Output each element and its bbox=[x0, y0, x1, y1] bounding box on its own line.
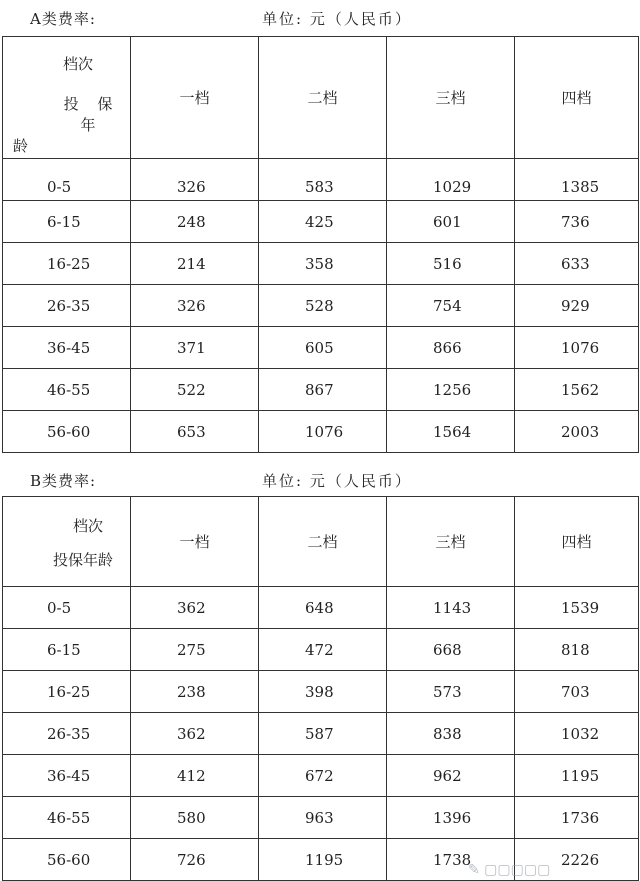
value-cell: 818 bbox=[515, 629, 639, 671]
value-cell: 1564 bbox=[387, 411, 515, 453]
value-cell: 1385 bbox=[515, 159, 639, 201]
value-cell: 326 bbox=[131, 285, 259, 327]
age-cell: 56-60 bbox=[3, 839, 131, 881]
value-cell: 653 bbox=[131, 411, 259, 453]
table-row bbox=[3, 327, 639, 369]
age-cell: 0-5 bbox=[3, 587, 131, 629]
value-cell: 672 bbox=[259, 755, 387, 797]
age-cell: 26-35 bbox=[3, 285, 131, 327]
age-cell: 6-15 bbox=[3, 201, 131, 243]
table-row bbox=[3, 587, 639, 629]
table-row bbox=[3, 671, 639, 713]
value-cell: 601 bbox=[387, 201, 515, 243]
age-cell: 36-45 bbox=[3, 755, 131, 797]
column-header-tier-4: 四档 bbox=[515, 37, 639, 159]
value-cell: 1396 bbox=[387, 797, 515, 839]
value-cell: 1029 bbox=[387, 159, 515, 201]
table-a-title: A类费率: bbox=[30, 10, 96, 28]
value-cell: 1256 bbox=[387, 369, 515, 411]
value-cell: 1076 bbox=[515, 327, 639, 369]
age-cell: 46-55 bbox=[3, 369, 131, 411]
corner-label-tier: 档次 bbox=[73, 517, 104, 535]
value-cell: 516 bbox=[387, 243, 515, 285]
corner-header-cell bbox=[3, 37, 131, 159]
value-cell: 1738 bbox=[387, 839, 515, 881]
value-cell: 425 bbox=[259, 201, 387, 243]
value-cell: 1143 bbox=[387, 587, 515, 629]
value-cell: 472 bbox=[259, 629, 387, 671]
table-row bbox=[3, 243, 639, 285]
table-row bbox=[3, 797, 639, 839]
value-cell: 726 bbox=[131, 839, 259, 881]
age-cell: 16-25 bbox=[3, 671, 131, 713]
value-cell: 573 bbox=[387, 671, 515, 713]
value-cell: 668 bbox=[387, 629, 515, 671]
table-b-unit: 单位: 元（人民币） bbox=[262, 472, 412, 490]
header-row bbox=[3, 497, 639, 587]
table-row bbox=[3, 285, 639, 327]
value-cell: 2003 bbox=[515, 411, 639, 453]
value-cell: 1736 bbox=[515, 797, 639, 839]
value-cell: 703 bbox=[515, 671, 639, 713]
value-cell: 238 bbox=[131, 671, 259, 713]
value-cell: 398 bbox=[259, 671, 387, 713]
column-header-tier-3: 三档 bbox=[387, 497, 515, 587]
value-cell: 866 bbox=[387, 327, 515, 369]
section-caption bbox=[0, 0, 640, 36]
value-cell: 248 bbox=[131, 201, 259, 243]
column-header-tier-3: 三档 bbox=[387, 37, 515, 159]
value-cell: 838 bbox=[387, 713, 515, 755]
value-cell: 326 bbox=[131, 159, 259, 201]
value-cell: 358 bbox=[259, 243, 387, 285]
age-cell: 46-55 bbox=[3, 797, 131, 839]
value-cell: 583 bbox=[259, 159, 387, 201]
value-cell: 1076 bbox=[259, 411, 387, 453]
corner-label-age-1: 投 保 年 bbox=[63, 95, 120, 134]
table-b-title: B类费率: bbox=[30, 472, 97, 490]
value-cell: 929 bbox=[515, 285, 639, 327]
value-cell: 1562 bbox=[515, 369, 639, 411]
column-header-tier-2: 二档 bbox=[259, 497, 387, 587]
column-header-tier-4: 四档 bbox=[515, 497, 639, 587]
value-cell: 754 bbox=[387, 285, 515, 327]
age-cell: 0-5 bbox=[3, 159, 131, 201]
value-cell: 1195 bbox=[515, 755, 639, 797]
corner-header-cell bbox=[3, 497, 131, 587]
value-cell: 1539 bbox=[515, 587, 639, 629]
column-header-tier-1: 一档 bbox=[131, 497, 259, 587]
age-cell: 56-60 bbox=[3, 411, 131, 453]
value-cell: 736 bbox=[515, 201, 639, 243]
corner-label-age-2: 龄 bbox=[13, 137, 29, 155]
table-row bbox=[3, 411, 639, 453]
corner-label-age: 投保年龄 bbox=[53, 551, 114, 569]
age-cell: 36-45 bbox=[3, 327, 131, 369]
value-cell: 587 bbox=[259, 713, 387, 755]
value-cell: 1032 bbox=[515, 713, 639, 755]
value-cell: 633 bbox=[515, 243, 639, 285]
table-row bbox=[3, 201, 639, 243]
value-cell: 362 bbox=[131, 587, 259, 629]
section-caption bbox=[0, 462, 640, 496]
column-header-tier-2: 二档 bbox=[259, 37, 387, 159]
value-cell: 963 bbox=[259, 797, 387, 839]
corner-label-tier: 档次 bbox=[63, 55, 94, 73]
age-cell: 6-15 bbox=[3, 629, 131, 671]
table-row bbox=[3, 629, 639, 671]
value-cell: 1195 bbox=[259, 839, 387, 881]
column-header-tier-1: 一档 bbox=[131, 37, 259, 159]
table-row bbox=[3, 755, 639, 797]
table-row bbox=[3, 159, 639, 201]
value-cell: 362 bbox=[131, 713, 259, 755]
rate-table-a bbox=[2, 36, 639, 453]
value-cell: 580 bbox=[131, 797, 259, 839]
value-cell: 214 bbox=[131, 243, 259, 285]
value-cell: 962 bbox=[387, 755, 515, 797]
value-cell: 522 bbox=[131, 369, 259, 411]
table-a-unit: 单位: 元（人民币） bbox=[262, 10, 412, 28]
value-cell: 412 bbox=[131, 755, 259, 797]
value-cell: 2226 bbox=[515, 839, 639, 881]
age-cell: 16-25 bbox=[3, 243, 131, 285]
header-row bbox=[3, 37, 639, 159]
value-cell: 275 bbox=[131, 629, 259, 671]
value-cell: 867 bbox=[259, 369, 387, 411]
value-cell: 648 bbox=[259, 587, 387, 629]
age-cell: 26-35 bbox=[3, 713, 131, 755]
rate-table-b bbox=[2, 496, 639, 881]
rate-section-b bbox=[0, 462, 640, 881]
watermark-logo: ✎ ▢▢▢▢▢ bbox=[468, 862, 551, 878]
value-cell: 605 bbox=[259, 327, 387, 369]
value-cell: 528 bbox=[259, 285, 387, 327]
table-row bbox=[3, 369, 639, 411]
value-cell: 371 bbox=[131, 327, 259, 369]
table-row bbox=[3, 713, 639, 755]
